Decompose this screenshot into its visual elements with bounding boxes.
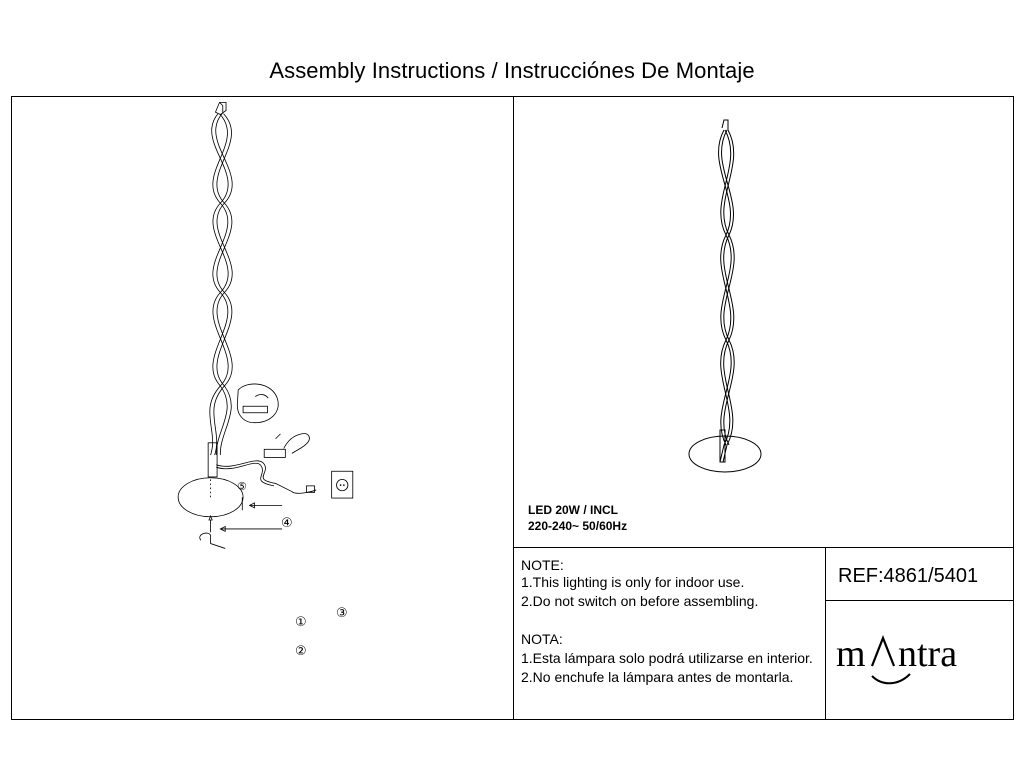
svg-text:m: m xyxy=(836,633,866,675)
brand-logo xyxy=(836,630,1006,690)
svg-text:ntra: ntra xyxy=(898,633,958,675)
note-item-en-2: 2.Do not switch on before assembling. xyxy=(521,593,759,609)
step-label-1: ① xyxy=(295,614,307,629)
step-label-2: ② xyxy=(295,643,307,658)
spec-power: LED 20W / INCL xyxy=(528,503,619,517)
step-label-4: ④ xyxy=(281,515,293,530)
note-item-en-1: 1.This lighting is only for indoor use. xyxy=(521,574,745,590)
step-label-5: ⑤ xyxy=(237,481,247,493)
note-item-es-2: 2.No enchufe la lámpara antes de montarla. xyxy=(521,669,794,685)
page-title: Assembly Instructions / Instrucciónes De Montaje xyxy=(269,58,755,83)
spec-voltage: 220-240~ 50/60Hz xyxy=(528,519,628,533)
reference-number: REF:4861/5401 xyxy=(838,565,979,587)
note-heading-es: NOTA: xyxy=(521,631,563,647)
product-lamp-illustration xyxy=(689,120,761,472)
step-label-3: ③ xyxy=(336,605,348,620)
note-heading-en: NOTE: xyxy=(521,557,564,573)
note-item-es-1: 1.Esta lámpara solo podrá utilizarse en interior. xyxy=(521,650,813,666)
